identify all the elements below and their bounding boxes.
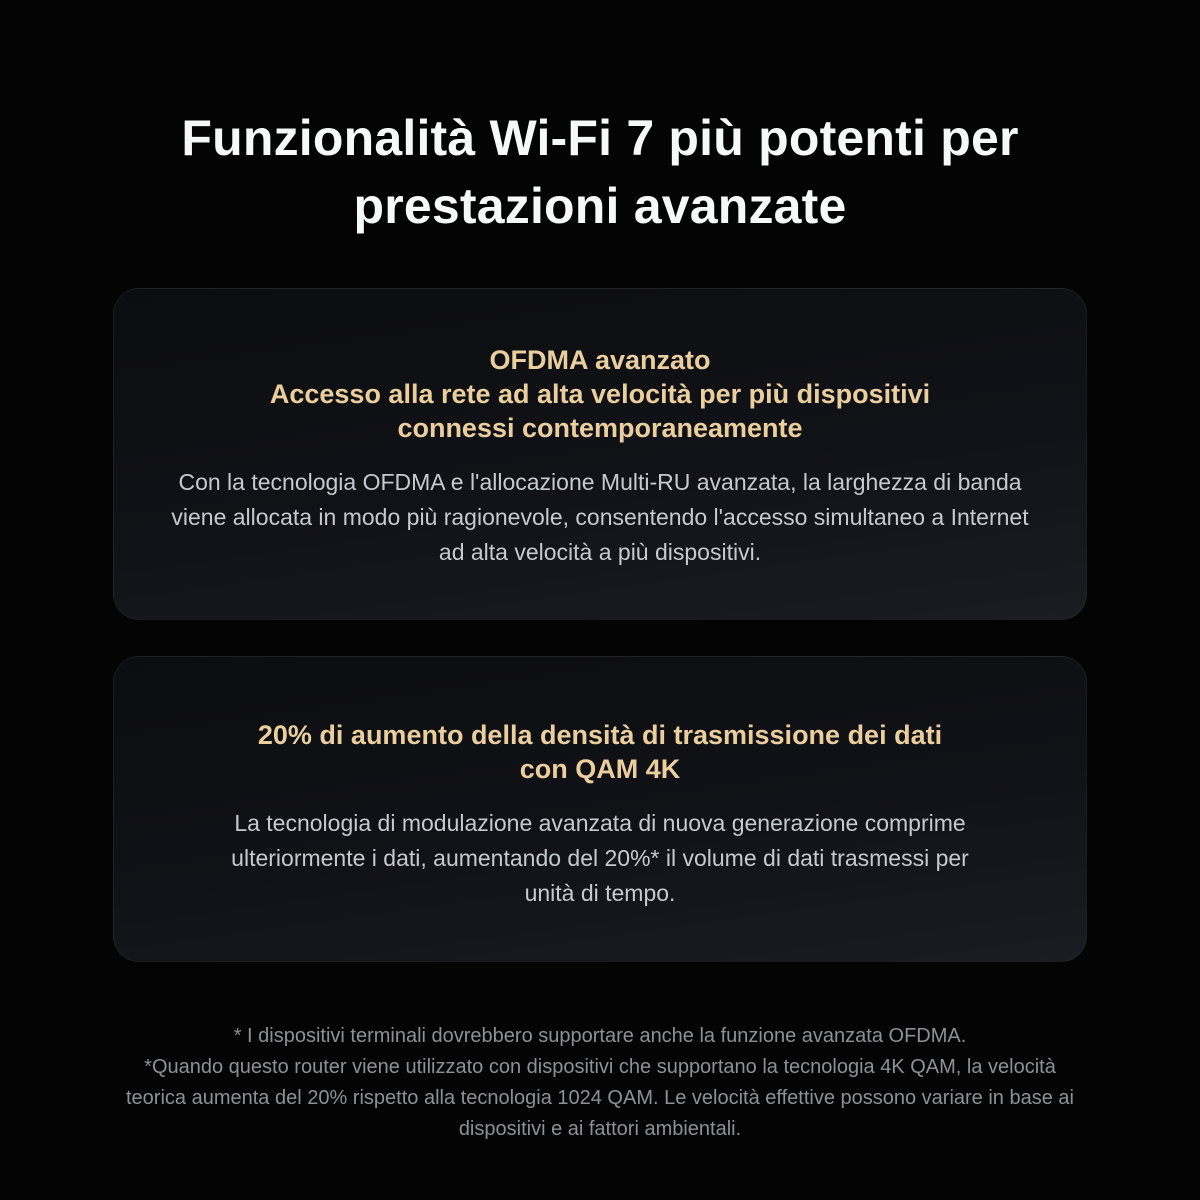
ofdma-body-line-1: Con la tecnologia OFDMA e l'allocazione Multi-RU avanzata, la larghezza di banda (178, 469, 1022, 495)
ofdma-heading-line-2: Accesso alla rete ad alta velocità per più dispositivi (269, 379, 931, 409)
page-title-line-2: prestazioni avanzate (353, 178, 847, 234)
footnote-line-2: *Quando questo router viene utilizzato con dispositivi che supportano la tecnologia 4K QAM, la velocità (144, 1056, 1056, 1078)
feature-card-qam4k (113, 656, 1087, 962)
footnote-line-3: teorica aumenta del 20% rispetto alla tecnologia 1024 QAM. Le velocità effettive possono variare in base ai (126, 1087, 1074, 1109)
qam4k-body-line-3: unità di tempo. (524, 880, 676, 906)
qam4k-body-line-2: ulteriormente i dati, aumentando del 20%* il volume di dati trasmessi per (231, 845, 969, 871)
ofdma-body-line-2: viene allocata in modo più ragionevole, consentendo l'accesso simultaneo a Internet (171, 504, 1029, 530)
footnote-line-1: * I dispositivi terminali dovrebbero supportare anche la funzione avanzata OFDMA. (233, 1025, 967, 1047)
qam4k-card-heading (114, 718, 1086, 786)
qam4k-body-line-1: La tecnologia di modulazione avanzata di nuova generazione comprime (234, 810, 966, 836)
feature-card-ofdma (113, 288, 1087, 620)
ofdma-card-heading (114, 343, 1086, 445)
page-title-line-1: Funzionalità Wi-Fi 7 più potenti per (181, 110, 1019, 166)
ofdma-heading-line-3: connessi contemporaneamente (397, 413, 803, 443)
qam4k-card-body (114, 806, 1086, 911)
qam4k-heading-line-2: con QAM 4K (519, 754, 681, 784)
page-title (0, 104, 1200, 240)
ofdma-body-line-3: ad alta velocità a più dispositivi. (438, 539, 762, 565)
footnote-line-4: dispositivi e ai fattori ambientali. (458, 1118, 742, 1140)
ofdma-heading-line-1: OFDMA avanzato (489, 345, 711, 375)
footnotes (0, 1021, 1200, 1145)
qam4k-heading-line-1: 20% di aumento della densità di trasmissione dei dati (257, 720, 943, 750)
ofdma-card-body (114, 465, 1086, 570)
